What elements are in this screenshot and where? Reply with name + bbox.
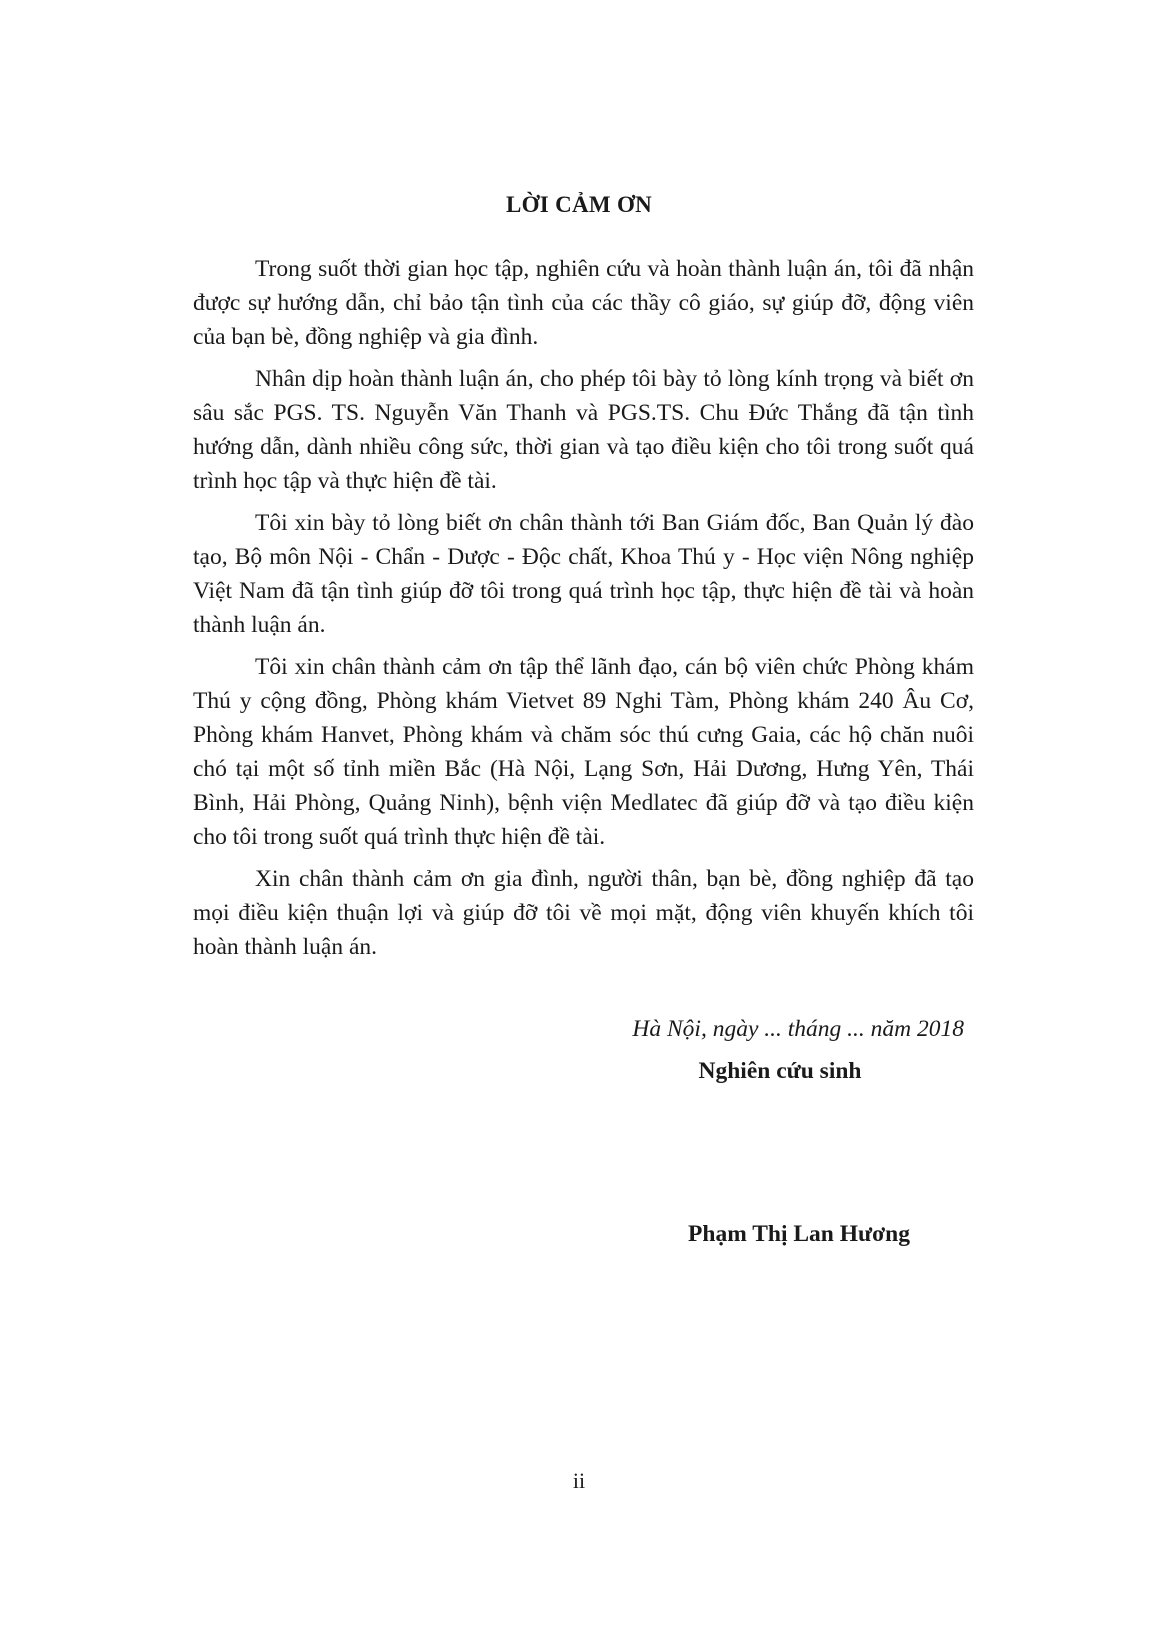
paragraph-4: Tôi xin chân thành cảm ơn tập thể lãnh đạo, cán bộ viên chức Phòng khám Thú y cộng đồng, Phòng khám Vietvet 89 Nghi Tàm, Phòng khám 240 Âu Cơ, Phòng khám Hanvet, Phòng khám và chăm sóc thú cưng Gaia, các hộ chăn nuôi chó tại một số tỉnh miền Bắc (Hà Nội, Lạng Sơn, Hải Dương, Hưng Yên, Thái Bình, Hải Phòng, Quảng Ninh), bệnh viện Medlatec đã giúp đỡ và tạo điều kiện cho tôi trong suốt quá trình thực hiện đề tài.: [193, 654, 974, 850]
date-line: Hà Nội, ngày ... tháng ... năm 2018: [632, 1016, 964, 1042]
acknowledgement-body: [193, 252, 974, 972]
signer-name: Phạm Thị Lan Hương: [688, 1221, 910, 1247]
page-title: LỜI CẢM ƠN: [505, 192, 653, 217]
signer-role: Nghiên cứu sinh: [698, 1058, 862, 1084]
paragraph-2: Nhân dịp hoàn thành luận án, cho phép tôi bày tỏ lòng kính trọng và biết ơn sâu sắc PGS. TS. Nguyễn Văn Thanh và PGS.TS. Chu Đức Thắng đã tận tình hướng dẫn, dành nhiều công sức, thời gian và tạo điều kiện cho tôi trong suốt quá trình học tập và thực hiện đề tài.: [193, 366, 974, 494]
paragraph-5: Xin chân thành cảm ơn gia đình, người thân, bạn bè, đồng nghiệp đã tạo mọi điều kiện thuận lợi và giúp đỡ tôi về mọi mặt, động viên khuyến khích tôi hoàn thành luận án.: [193, 866, 974, 960]
paragraph-1: Trong suốt thời gian học tập, nghiên cứu và hoàn thành luận án, tôi đã nhận được sự hướng dẫn, chỉ bảo tận tình của các thầy cô giáo, sự giúp đỡ, động viên của bạn bè, đồng nghiệp và gia đình.: [193, 256, 974, 350]
paragraph-3: Tôi xin bày tỏ lòng biết ơn chân thành tới Ban Giám đốc, Ban Quản lý đào tạo, Bộ môn Nội - Chẩn - Dược - Độc chất, Khoa Thú y - Học viện Nông nghiệp Việt Nam đã tận tình giúp đỡ tôi trong quá trình học tập, thực hiện đề tài và hoàn thành luận án.: [193, 510, 974, 638]
page-number: ii: [572, 1468, 586, 1493]
